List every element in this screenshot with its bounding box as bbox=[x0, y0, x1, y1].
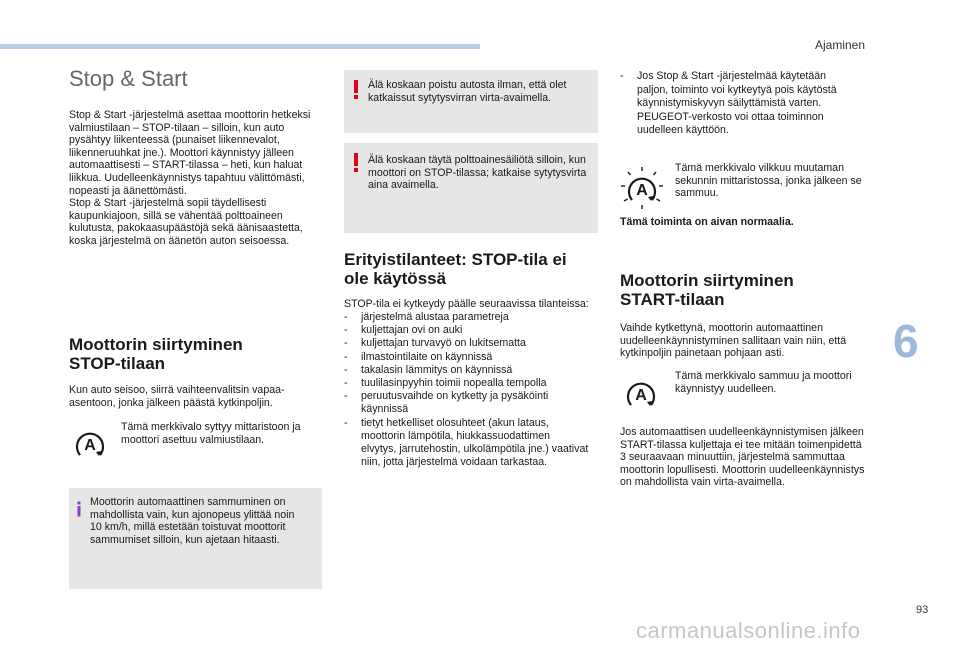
section-title: Ajaminen bbox=[815, 38, 866, 52]
start-indicator-text: Tämä merkkivalo sammuu ja moottori käynnistyy uudelleen. bbox=[675, 370, 852, 395]
warning-box-2 bbox=[344, 143, 598, 233]
page-number: 93 bbox=[916, 604, 929, 616]
list-item: - kuljettajan ovi on auki bbox=[344, 324, 606, 337]
header-bar bbox=[0, 44, 480, 49]
warning-exclamation-icon bbox=[353, 153, 359, 173]
auto-start-indicator-icon bbox=[623, 375, 659, 411]
info-icon bbox=[76, 499, 82, 519]
blink-indicator-text: Tämä merkkivalo vilkkuu muutaman sekunnin mittaristossa, jonka jälkeen se sammuu. bbox=[675, 162, 862, 200]
special-heading: Erityistilanteet: STOP-tila ei ole käytössä bbox=[344, 250, 567, 288]
list-item: - tietyt hetkelliset olosuhteet (akun lataus, moottorin lämpötila, hiukkassuodattimen elvytys, jarrutehostin, ulkolämpötila jne.) vaativat niin, jotta järjestelmä voidaan tarkastaa. bbox=[344, 417, 606, 470]
stop-indicator-text: Tämä merkkivalo syttyy mittaristoon ja moottori asettuu valmiustilaan. bbox=[121, 421, 301, 446]
svg-text:A: A bbox=[84, 437, 96, 454]
watermark: carmanualsonline.info bbox=[636, 618, 861, 643]
list-item: - kuljettajan turvavyö on lukitsematta bbox=[344, 337, 606, 350]
warning-text-2: Älä koskaan täytä polttoainesäiliötä silloin, kun moottori on STOP-tilassa; katkaise sytytysvirta aina avaimella. bbox=[368, 154, 587, 192]
normal-note: Tämä toiminta on aivan normaalia. bbox=[620, 216, 794, 228]
stop-heading: Moottorin siirtyminen STOP-tilaan bbox=[69, 335, 243, 373]
special-intro: STOP-tila ei kytkeydy päälle seuraavissa tilanteissa: bbox=[344, 298, 589, 310]
svg-text:A: A bbox=[636, 182, 648, 199]
stop-paragraph: Kun auto seisoo, siirrä vaihteenvalitsin vapaa- asentoon, jonka jälkeen päästä kytkinpoljin. bbox=[69, 384, 285, 409]
special-list bbox=[344, 311, 606, 469]
chapter-number: 6 bbox=[893, 315, 919, 367]
list-item: - järjestelmä alustaa parametreja bbox=[344, 311, 606, 324]
warning-text-1: Älä koskaan poistu autosta ilman, että olet katkaissut sytytysvirran virta-avaimella. bbox=[368, 79, 567, 104]
list-item: - tuulilasinpyyhin toimii nopealla tempolla bbox=[344, 377, 606, 390]
list-item: - Jos Stop & Start -järjestelmää käytetään paljon, toiminto voi kytkeytyä pois käytöstä käynnistymiskyvyn säilyttämistä varten. PEUGEOT-verkosto voi ottaa toiminnon uudelleen käyttöön. bbox=[620, 70, 880, 138]
auto-stop-indicator-icon bbox=[72, 425, 108, 461]
auto-stop-blinking-indicator-icon bbox=[620, 166, 664, 210]
list-item: - ilmastointilaite on käynnissä bbox=[344, 351, 606, 364]
page-title: Stop & Start bbox=[69, 66, 188, 91]
svg-text:A: A bbox=[635, 387, 647, 404]
info-text: Moottorin automaattinen sammuminen on mahdollista vain, kun ajonopeus ylittää noin 10 km/h, millä estetään toistuvat moottorit sammumiset silloin, kun ajetaan hitaasti. bbox=[90, 496, 295, 546]
start-paragraph: Vaihde kytkettynä, moottorin automaattinen uudelleenkäynnistyminen sallitaan vain niin, että kytkinpoljin painetaan pohjaan asti. bbox=[620, 322, 847, 360]
stop-start-note-list bbox=[620, 70, 880, 138]
warning-exclamation-icon bbox=[353, 80, 359, 100]
start-heading: Moottorin siirtyminen START-tilaan bbox=[620, 271, 794, 309]
info-box bbox=[69, 488, 322, 589]
warning-box-1 bbox=[344, 70, 598, 133]
final-paragraph: Jos automaattisen uudelleenkäynnistymisen jälkeen START-tilassa kuljettaja ei tee mitään toimenpidettä 3 seuraavaan minuuttiin, järjestelmä sammuttaa moottorin lopullisesti. Moottorin uudelleenkäynnistys on mahdollista vain virta-avaimella. bbox=[620, 426, 865, 489]
list-item: - takalasin lämmitys on käynnissä bbox=[344, 364, 606, 377]
intro-paragraph: Stop & Start -järjestelmä asettaa moottorin hetkeksi valmiustilaan – STOP-tilaan – silloin, kun auto pysähtyy liikenteessä (punaiset liikennevalot, liikenneruuhkat jne.). Moottori käynnistyy jälleen automaattisesti – START-tilassa – heti, kun haluat liikkua. Uudelleenkäynnistys tapahtuu välittömästi, nopeasti ja äänettömästi. Stop & Start -järjestelmä sopii täydellisesti kaupunkiajoon, sillä se vähentää polttoaineen kulutusta, pakokaasupäästöjä sekä äänisaastetta, koska järjestelmä on äänetön auton seisoessa. bbox=[69, 109, 311, 247]
list-item: - peruutusvaihde on kytketty ja pysäköinti käynnissä bbox=[344, 390, 606, 416]
